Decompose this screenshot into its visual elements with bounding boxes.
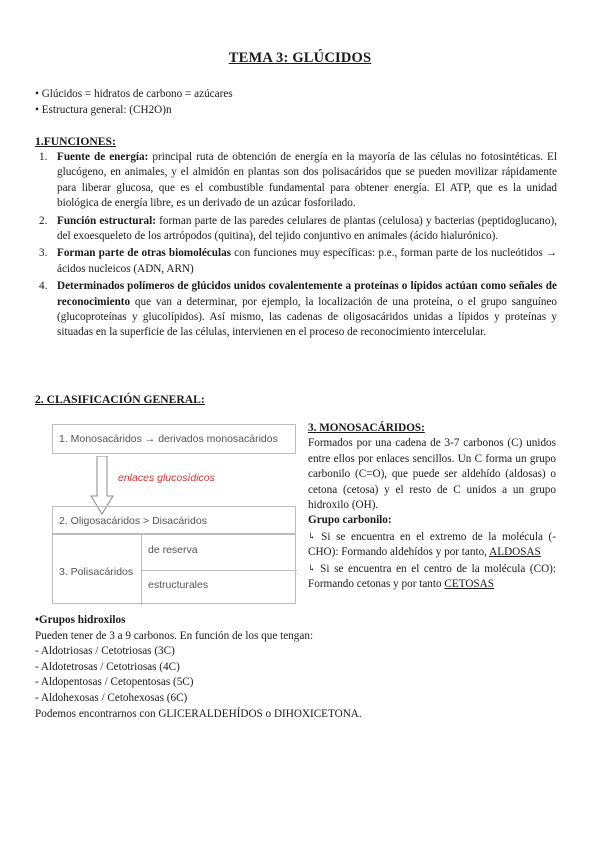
carbonyl-point-1 xyxy=(308,529,556,561)
function-item-number: 1. xyxy=(39,151,48,163)
intro-block xyxy=(35,86,565,118)
function-item-number: 4. xyxy=(39,280,48,293)
function-item-number: 3. xyxy=(39,247,48,260)
function-item-number: 2. xyxy=(39,214,48,227)
polysaccharides-box xyxy=(52,534,296,604)
classification-diagram xyxy=(52,418,296,604)
oligosaccharides-box: 2. Oligosacáridos > Disacáridos xyxy=(52,506,296,534)
monosaccharides-box: 1. Monosacáridos → derivados monosacáridos xyxy=(52,424,296,454)
intro-line-1: • Glúcidos = hidratos de carbono = azúcares xyxy=(35,88,233,100)
structural-label: estructurales xyxy=(148,579,209,591)
hydroxyl-block xyxy=(35,613,565,722)
bullet-arrow-icon: ↳ xyxy=(308,530,316,541)
type-item: - Aldohexosas / Cetohexosas (6C) xyxy=(35,691,188,704)
page-title: TEMA 3: GLÚCIDOS xyxy=(228,50,372,66)
type-item: - Aldotriosas / Cetotriosas (3C) xyxy=(35,645,175,658)
function-item-text: con funciones muy específicas: p.e., forman parte de los nucleótidos → ácidos nucleicos (ADN, ARN) xyxy=(57,247,557,275)
polysaccharides-label: 3. Polisacáridos xyxy=(59,566,134,578)
section-2-heading: 2. CLASIFICACIÓN GENERAL: xyxy=(35,393,205,406)
type-item: - Aldotetrosas / Cetotriosas (4C) xyxy=(35,660,180,673)
intro-line-2: • Estructura general: (CH2O)n xyxy=(35,104,172,116)
monosaccharides-text: Formados por una cadena de 3-7 carbonos (C) unidos entre ellos por enlaces sencillos. Un C forma un grupo carbonilo (C=O), que puede ser aldehído (aldosas) o cetona (cetosa) y el resto de C unidos a un grupo hidroxilo (OH). xyxy=(308,437,556,512)
glycosidic-bonds-label: enlaces glucosídicos xyxy=(118,472,215,484)
function-item-4 xyxy=(35,279,557,341)
function-item-3 xyxy=(35,246,557,277)
function-item-bold: Función estructural: xyxy=(57,214,156,227)
function-item-text: principal ruta de obtención de energía en la mayoría de las células no fotosintéticas. El glucógeno, en animales, y el almidón en plantas son dos polisacáridos que se pueden movilizar rápidamente para liberar glucosa, que es el combustible fundamental para obtener energía. El ATP, que es la unidad biológica de energía libre, es un derivado de un azúcar fosforilado. xyxy=(57,151,557,210)
carbonyl-point-2 xyxy=(308,561,556,593)
carbonyl-text-1: Si se encuentra en el extremo de la molécula (-CHO): Formando aldehídos y por tanto, xyxy=(308,530,556,559)
function-item-bold: Fuente de energía: xyxy=(57,151,149,163)
closing-text: Podemos encontrarnos con GLICERALDEHÍDOS o DIHOXICETONA. xyxy=(35,707,362,720)
divider xyxy=(141,570,297,571)
function-item-2 xyxy=(35,214,557,245)
function-item-bold: Determinados polímeros de glúcidos unidos covalentemente a proteínas o lípidos actúan como señales de reconocimiento xyxy=(57,280,557,308)
carbonyl-heading: Grupo carbonilo: xyxy=(308,514,392,527)
cetosas-term: CETOSAS xyxy=(444,578,494,591)
hydroxyl-heading: •Grupos hidroxilos xyxy=(35,614,126,626)
aldosas-term: ALDOSAS xyxy=(489,546,541,559)
reserve-label: de reserva xyxy=(148,544,198,556)
section-3-heading: 3. MONOSACÁRIDOS: xyxy=(308,422,425,434)
function-item-text: forman parte de las paredes celulares de plantas (celulosa) y bacterias (peptidoglucano), del exoesqueleto de los artrópodos (quitina), del tejido conjuntivo en animales (ácido hialurónico). xyxy=(57,214,557,243)
functions-list xyxy=(35,150,557,343)
function-item-text: que van a determinar, por ejemplo, la localización de una proteína, o el grupo sanguíneo (glucoproteínas y glucolípidos). Así mismo, las cadenas de oligosacáridos unidas a lípidos y proteínas y situadas en la superficie de las células, intervienen en el proceso de reconocimiento intercelular. xyxy=(57,295,557,339)
bullet-arrow-icon: ↳ xyxy=(308,562,316,573)
section-1-heading: 1.FUNCIONES: xyxy=(35,135,116,148)
type-item: - Aldopentosas / Cetopentosas (5C) xyxy=(35,676,194,689)
function-item-1 xyxy=(35,150,557,212)
carbonyl-text-2: Si se encuentra en el centro de la molécula (CO): Formando cetonas y por tanto xyxy=(308,562,556,591)
function-item-bold: Forman parte de otras biomoléculas xyxy=(57,247,232,260)
monosaccharides-column xyxy=(308,421,556,592)
hydroxyl-text: Pueden tener de 3 a 9 carbonos. En función de los que tengan: xyxy=(35,629,314,642)
